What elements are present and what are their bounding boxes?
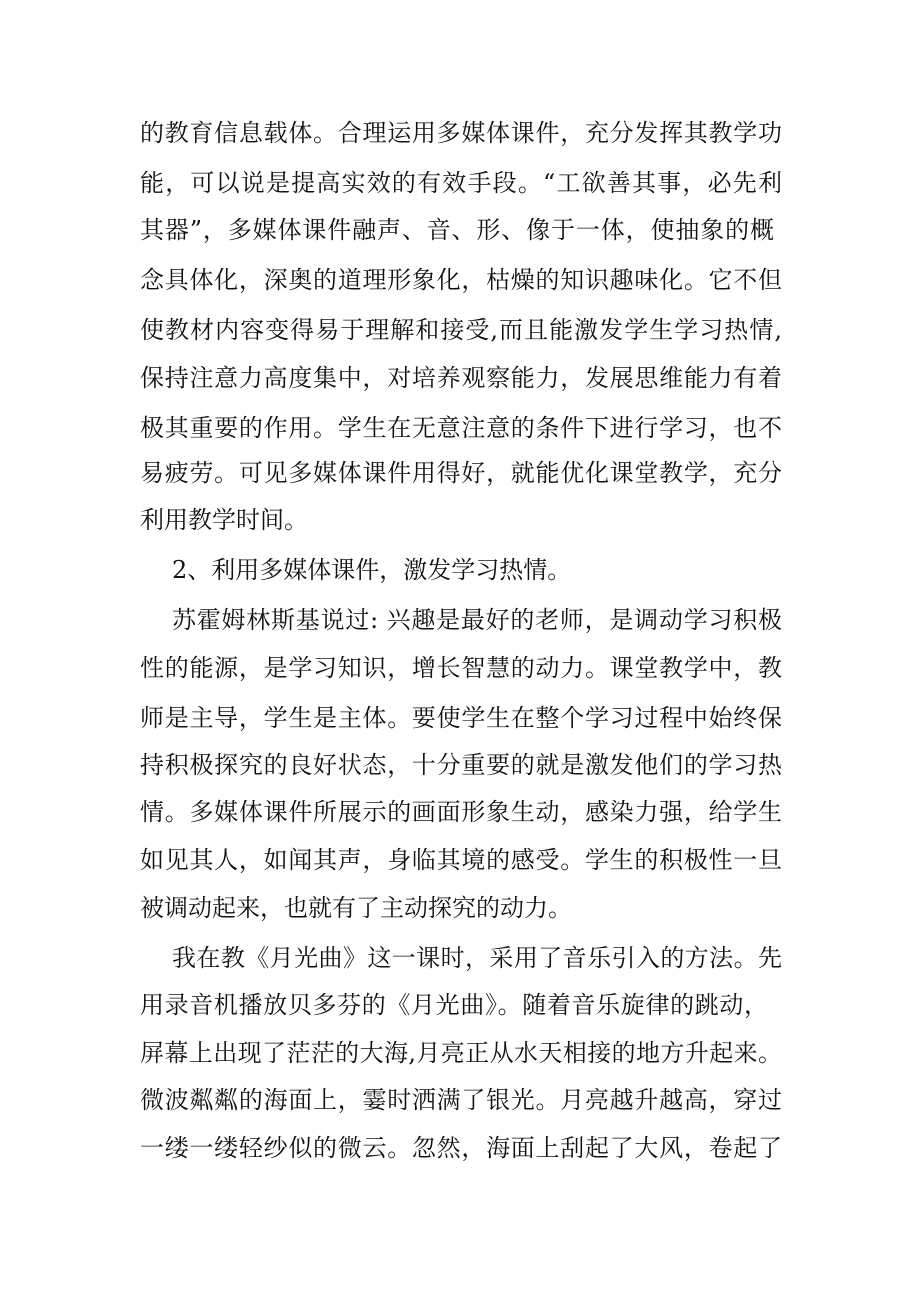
text-line: 其器”，多媒体课件融声、音、形、像于一体，使抽象的概 <box>140 216 774 244</box>
text-line: 我在教《月光曲》这一课时，采用了音乐引入的方法。先 <box>172 944 782 972</box>
text-line: 性的能源，是学习知识，增长智慧的动力。课堂教学中，教 <box>140 654 782 682</box>
text-line: 保持注意力高度集中，对培养观察能力，发展思维能力有着 <box>140 364 782 392</box>
text-line: 持积极探究的良好状态，十分重要的就是激发他们的学习热 <box>140 751 782 779</box>
text-line: 使教材内容变得易于理解和接受,而且能激发学生学习热情, <box>140 316 782 344</box>
text-line: 微波粼粼的海面上，霎时洒满了银光。月亮越升越高，穿过 <box>140 1086 782 1114</box>
text-line: 能，可以说是提高实效的有效手段。“工欲善其事，必先利 <box>140 169 782 197</box>
text-line: 极其重要的作用。学生在无意注意的条件下进行学习，也不 <box>140 414 782 442</box>
text-line: 师是主导，学生是主体。要使学生在整个学习过程中始终保 <box>140 704 782 732</box>
text-line: 苏霍姆林斯基说过: 兴趣是最好的老师，是调动学习积极 <box>172 606 782 634</box>
text-line: 易疲劳。可见多媒体课件用得好，就能优化课堂教学，充分 <box>140 459 782 487</box>
text-line: 的教育信息载体。合理运用多媒体课件，充分发挥其教学功 <box>140 119 782 147</box>
text-line: 情。多媒体课件所展示的画面形象生动，感染力强，给学生 <box>140 798 782 826</box>
text-line: 利用教学时间。 <box>140 506 308 534</box>
text-line: 一缕一缕轻纱似的微云。忽然，海面上刮起了大风，卷起了 <box>140 1134 782 1162</box>
text-line: 屏幕上出现了茫茫的大海,月亮正从水天相接的地方升起来。 <box>140 1039 782 1067</box>
section-heading: 2、利用多媒体课件，激发学习热情。 <box>172 556 572 584</box>
text-line: 如见其人，如闻其声，身临其境的感受。学生的积极性一旦 <box>140 846 782 874</box>
text-line: 念具体化，深奥的道理形象化，枯燥的知识趣味化。它不但 <box>140 266 782 294</box>
text-line: 用录音机播放贝多芬的《月光曲》。随着音乐旋律的跳动， <box>140 991 768 1019</box>
text-line: 被调动起来，也就有了主动探究的动力。 <box>140 894 572 922</box>
